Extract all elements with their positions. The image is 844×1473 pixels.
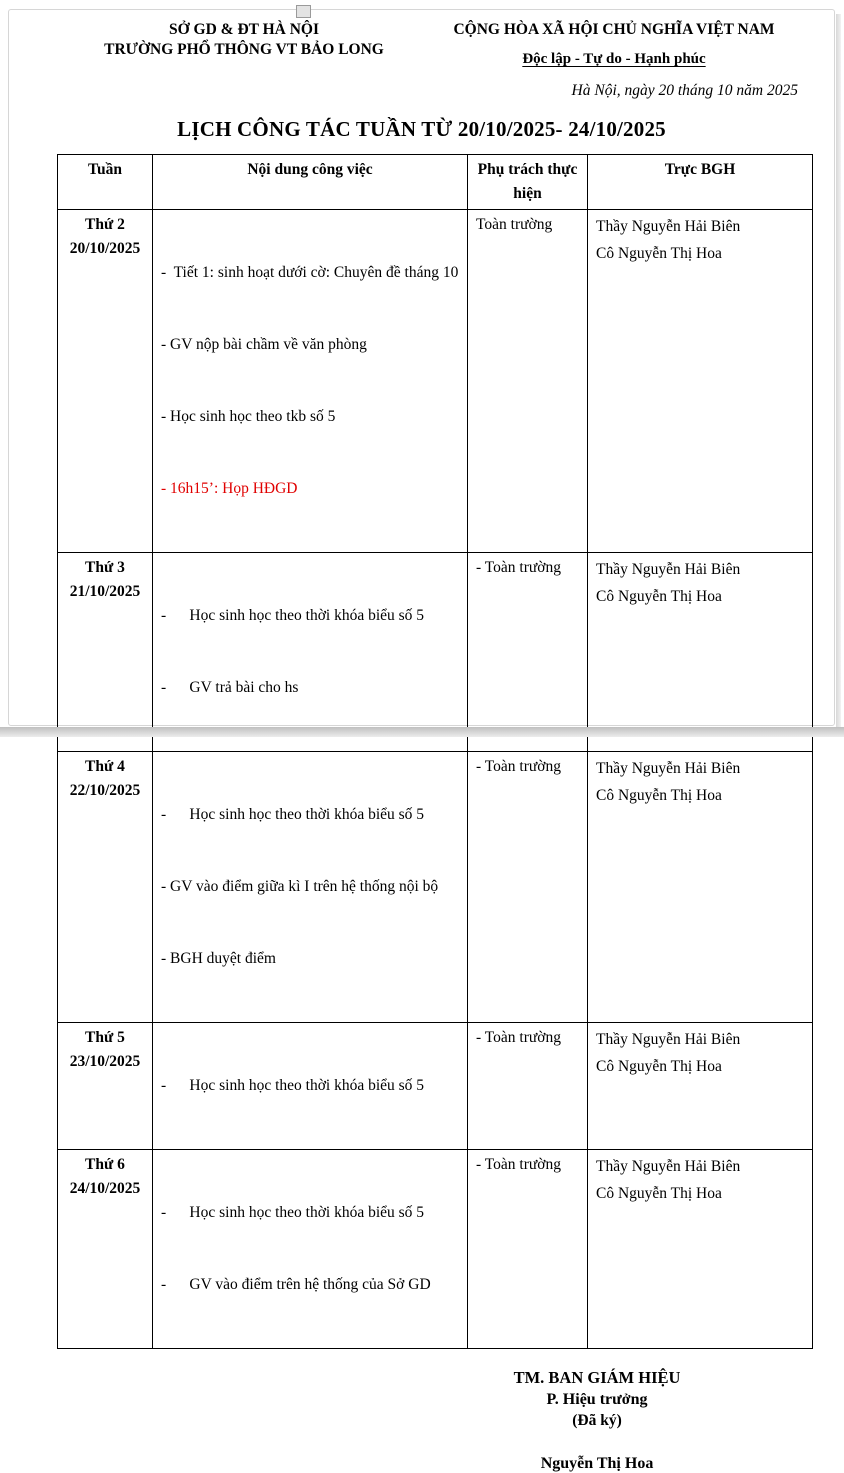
task-line: - GV nộp bài chầm về văn phòng: [161, 336, 367, 353]
task-line-highlight: - 16h15’: Họp HĐGD: [161, 480, 298, 497]
week-cell: [58, 210, 153, 553]
in-charge-cell: - Toàn trường: [468, 1023, 588, 1150]
duty-person: Thầy Nguyễn Hải Biên: [596, 1031, 741, 1048]
task-line: - Học sinh học theo thời khóa biểu số 5: [161, 1077, 425, 1094]
column-header-in-charge: Phụ trách thực hiện: [468, 155, 588, 210]
national-motto: Độc lập - Tự do - Hạnh phúc: [522, 51, 706, 67]
week-cell: [58, 752, 153, 1023]
signature-signed-note: (Đã ký): [572, 1412, 622, 1429]
duty-person: Thầy Nguyễn Hải Biên: [596, 218, 741, 235]
task-line: - GV vào điểm trên hệ thống của Sở GD: [161, 1276, 431, 1293]
tasks-cell: [153, 1150, 468, 1349]
in-charge-cell: - Toàn trường: [468, 553, 588, 752]
duty-cell: [588, 1023, 813, 1150]
document-page: [8, 9, 835, 1472]
week-cell: [58, 1150, 153, 1349]
table-row: [58, 1150, 813, 1349]
date-label: 20/10/2025: [69, 240, 141, 257]
document-header: [9, 10, 834, 68]
task-line: - BGH duyệt điểm: [161, 950, 276, 967]
table-header-row: [58, 155, 813, 210]
duty-person: Thầy Nguyễn Hải Biên: [596, 760, 741, 777]
in-charge-cell: - Toàn trường: [468, 752, 588, 1023]
week-cell: [58, 553, 153, 752]
duty-cell: [588, 1150, 813, 1349]
table-row: [58, 553, 813, 752]
week-cell: [58, 1023, 153, 1150]
duty-person: Thầy Nguyễn Hải Biên: [596, 1158, 741, 1175]
weekly-schedule-table: [57, 154, 813, 1349]
place-date-line: Hà Nội, ngày 20 tháng 10 năm 2025: [571, 82, 798, 99]
task-line: - Học sinh học theo thời khóa biểu số 5: [161, 1204, 425, 1221]
org-department: SỞ GD & ĐT HÀ NỘI: [169, 21, 319, 38]
signature-block: [402, 1366, 792, 1473]
duty-cell: [588, 210, 813, 553]
column-header-week: Tuần: [58, 155, 153, 210]
duty-person: Cô Nguyễn Thị Hoa: [596, 588, 722, 605]
table-row: [58, 1023, 813, 1150]
task-line: - GV trả bài cho hs: [161, 679, 299, 696]
in-charge-cell: Toàn trường: [468, 210, 588, 553]
page-bottom-shadow: [0, 727, 844, 737]
task-line: - GV vào điểm giữa kì I trên hệ thống nội bộ: [161, 878, 439, 895]
duty-person: Cô Nguyễn Thị Hoa: [596, 245, 722, 262]
anchor-square-artifact: [296, 5, 311, 18]
org-school: TRƯỜNG PHỔ THÔNG VT BẢO LONG: [104, 41, 384, 58]
table-row: [58, 210, 813, 553]
tasks-cell: [153, 210, 468, 553]
tasks-cell: [153, 752, 468, 1023]
duty-person: Cô Nguyễn Thị Hoa: [596, 1058, 722, 1075]
issuing-org-block: [64, 20, 424, 68]
day-label: Thứ 3: [85, 559, 125, 576]
tasks-cell: [153, 553, 468, 752]
date-label: 22/10/2025: [69, 782, 141, 799]
table-row: [58, 752, 813, 1023]
national-title: CỘNG HÒA XÃ HỘI CHỦ NGHĨA VIỆT NAM: [453, 21, 775, 38]
day-label: Thứ 4: [85, 758, 125, 775]
signature-on-behalf: TM. BAN GIÁM HIỆU: [513, 1368, 681, 1387]
duty-person: Thầy Nguyễn Hải Biên: [596, 561, 741, 578]
task-line: - Học sinh học theo thời khóa biểu số 5: [161, 806, 425, 823]
duty-cell: [588, 553, 813, 752]
task-line: - Tiết 1: sinh hoạt dưới cờ: Chuyên đề tháng 10: [161, 264, 459, 281]
day-label: Thứ 2: [85, 216, 125, 233]
task-line: - Học sinh học theo tkb số 5: [161, 408, 336, 425]
column-header-duty: Trực BGH: [588, 155, 813, 210]
day-label: Thứ 6: [85, 1156, 125, 1173]
signature-position: P. Hiệu trưởng: [546, 1391, 648, 1408]
signer-name: Nguyễn Thị Hoa: [540, 1455, 654, 1472]
duty-cell: [588, 752, 813, 1023]
page-right-shadow: [836, 14, 841, 728]
date-label: 23/10/2025: [69, 1053, 141, 1070]
date-label: 21/10/2025: [69, 583, 141, 600]
in-charge-cell: - Toàn trường: [468, 1150, 588, 1349]
day-label: Thứ 5: [85, 1029, 125, 1046]
document-title: LỊCH CÔNG TÁC TUẦN TỪ 20/10/2025- 24/10/2025: [177, 117, 666, 141]
duty-person: Cô Nguyễn Thị Hoa: [596, 787, 722, 804]
national-motto-block: [424, 20, 834, 68]
duty-person: Cô Nguyễn Thị Hoa: [596, 1185, 722, 1202]
task-line: - Học sinh học theo thời khóa biểu số 5: [161, 607, 425, 624]
date-label: 24/10/2025: [69, 1180, 141, 1197]
column-header-tasks: Nội dung công việc: [153, 155, 468, 210]
tasks-cell: [153, 1023, 468, 1150]
